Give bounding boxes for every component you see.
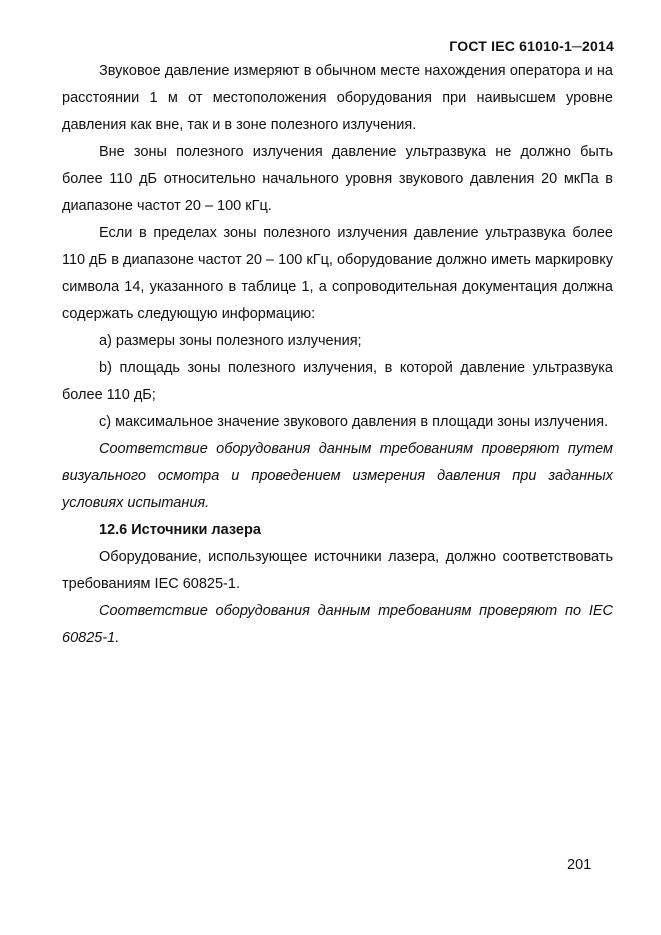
paragraph: Если в пределах зоны полезного излучения давление ультразвука более 110 дБ в диапазоне частот 20 – 100 кГц, оборудование должно иметь маркировку символа 14, указанного в таблице 1, а сопроводительная документация должна содержать следующую информацию:	[62, 225, 613, 322]
list-item: a) размеры зоны полезного излучения;	[99, 333, 362, 349]
section-heading: 12.6 Источники лазера	[99, 522, 261, 538]
compliance-note: Соответствие оборудования данным требованиям проверяют по IEC 60825-1.	[62, 603, 613, 646]
compliance-note: Соответствие оборудования данным требованиям проверяют путем визуального осмотра и проведением измерения давления при заданных условиях испытания.	[62, 441, 613, 511]
list-item: b) площадь зоны полезного излучения, в которой давление ультразвука более 110 дБ;	[62, 360, 613, 403]
paragraph: Звуковое давление измеряют в обычном месте нахождения оператора и на расстоянии 1 м от местоположения оборудования при наивысшем уровне давления как вне, так и в зоне полезного излучения.	[62, 63, 613, 133]
paragraph: Вне зоны полезного излучения давление ультразвука не должно быть более 110 дБ относительно начального уровня звукового давления 20 мкПа в диапазоне частот 20 – 100 кГц.	[62, 144, 613, 214]
page-number: 201	[567, 857, 592, 873]
document-header: ГОСТ IEC 61010-1─2014	[449, 38, 614, 54]
document-body	[62, 58, 613, 652]
list-item: c) максимальное значение звукового давления в площади зоны излучения.	[99, 414, 609, 430]
paragraph: Оборудование, использующее источники лазера, должно соответствовать требованиям IEC 60825-1.	[62, 549, 613, 592]
